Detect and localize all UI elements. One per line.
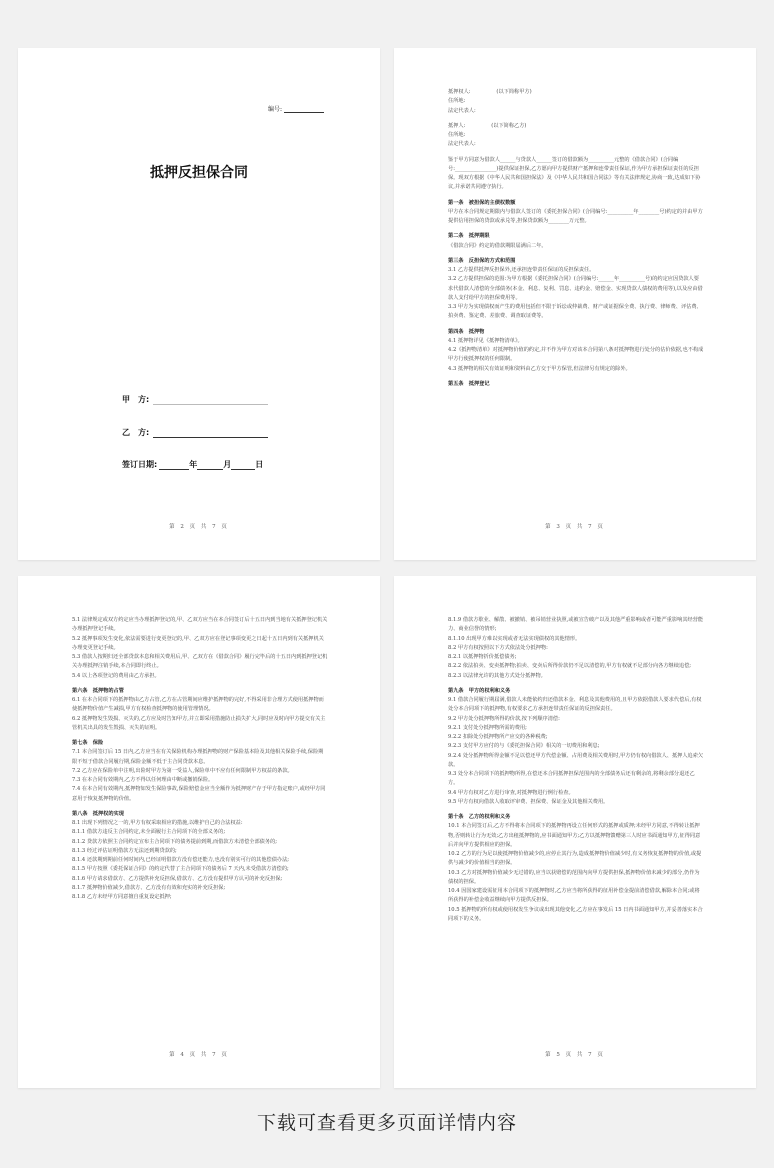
party-b-line	[122, 427, 268, 438]
paragraph: 7.4 在本合同有效期内,抵押物如发生保险事故,保险赔偿金应当全额作为抵押财产存于甲方指定账户,或经甲方同意用于恢复抵押物的价值。	[72, 786, 326, 802]
paragraph: 5.4 以上各项登记的费用由乙方承担。	[72, 672, 160, 679]
paragraph: 5.2 抵押事项发生变化,依法需要进行变更登记的,甲、乙双方应在登记事项变更之日起十五日内到有关抵押机关办理变更登记手续。	[72, 635, 324, 651]
paragraph: 住所地:	[448, 132, 466, 138]
sign-date-line	[122, 459, 263, 470]
contract-page-5	[394, 576, 756, 1088]
contract-cover-page	[18, 48, 380, 560]
paragraph: 4.1 抵押物详见《抵押物清单》。	[448, 337, 523, 344]
paragraph: 10.2 乙方的行为足以使抵押物价值减少的,应停止其行为,造成抵押物价值减少时,有义务恢复抵押物的价值,或提供与减少的价值相当的担保。	[448, 851, 702, 867]
paragraph: 9.5 甲方有权向借款人收取评审费、担保费、保证金及其他相关费用。	[448, 798, 609, 805]
paragraph: 抵押人: (以下简称乙方)	[448, 122, 527, 129]
page-text	[448, 616, 704, 924]
paragraph: 3.3 甲方为实现债权而产生的费用包括但不限于诉讼或仲裁费、财产或证据保全费、执行费、律师费、评估费、拍卖费、鉴定费、差旅费、调查取证费等。	[448, 304, 702, 320]
paragraph: 8.1.2 贷款方依照主合同约定宣布主合同项下的债务提前到期,而借款方未清偿全部债务的;	[72, 838, 277, 845]
paragraph: 9.2.4 处分抵押物所得金额不足以偿还甲方代偿金额、占用费及相关费用时,甲方仍有权向借款人、抵押人追索欠款。	[448, 752, 704, 768]
paragraph: 3.1 乙方提供抵押反担保外,还承担连带责任保证的反担保责任。	[448, 267, 595, 273]
paragraph: 9.2.1 支付处分抵押物所需的费用;	[448, 724, 527, 731]
paragraph: 10.4 因国家建设需征用本合同项下的抵押物时,乙方应当将所获得的征用补偿金提前清偿借款,解除本合同;或将所获得的补偿金收益继续向甲方提供反担保。	[448, 888, 700, 904]
paragraph: 10.1 本合同签订后,乙方不得将本合同项下的抵押物再设立任何形式的抵押或质押;未经甲方同意,不得转让抵押物,否则转让行为无效;乙方出租抵押物的,应书面通知甲方;乙方以抵押物馈赠第三人时应书面通知甲方,征得同意后并向甲方提供相应的担保。	[448, 823, 701, 848]
paragraph: 6.1 在本合同项下的抵押物由乙方占管,乙方在占管期间应维护抵押物的完好,不得采用非合理方式使用抵押物而使抵押物价值产生减损,甲方有权检查抵押物的使用管理情况。	[72, 697, 324, 713]
paragraph: 9.2 甲方处分抵押物所得的价款,按下列顺序清偿:	[448, 715, 560, 722]
paragraph: 8.1.5 甲方按照《委托保证合同》的约定代替了主合同项下的债务后 7 天内,未受借款方清偿的;	[72, 866, 289, 873]
article-heading: 第十条 乙方的权利和义务	[448, 814, 511, 820]
month-label: 月	[223, 460, 232, 469]
paragraph: 9.4 甲方有权对乙方进行审查,对抵押物进行例行检查。	[448, 789, 574, 796]
paragraph: 5.3 借款人按期归还全部贷款本息和相关费用后,甲、乙双方在《借款合同》履行完毕后的十五日内到抵押登记机关办理抵押注销手续,本合同即行终止。	[72, 654, 328, 670]
contract-number-blank	[284, 112, 324, 113]
article-heading: 第二条 抵押期限	[448, 233, 490, 240]
article-heading: 第八条 抵押权的实现	[72, 810, 124, 817]
paragraph: 住所地:	[448, 98, 466, 105]
paragraph: 9.1 借款合同履行期届满,借款人未能依约归还借款本金、利息及其他费用的,且甲方依据借款人要求代偿后,有权处分本合同项下的抵押物,有权要求乙方承担连带责任保证的反担保责任。	[448, 697, 702, 713]
page-footer: 第 2 页 共 7 页	[169, 524, 229, 530]
article-heading: 第四条 抵押物	[448, 328, 485, 335]
party-a-label: 甲 方:	[122, 395, 150, 404]
contract-number	[268, 104, 324, 113]
sign-date-label: 签订日期:	[122, 460, 158, 469]
paragraph: 8.1.10 出现甲方难以实现或者无法实现债权的其他情形。	[448, 635, 581, 642]
paragraph: 7.1 本合同签订后 15 日内,乙方应当在有关保险机构办理抵押物的财产保险基本险及其他相关保险手续,保险期限不短于借款合同履行期,保险金额不低于主合同贷款本息。	[72, 749, 324, 765]
article-heading: 第六条 抵押物的占管	[72, 687, 124, 694]
paragraph: 7.2 乙方应在保险单中注明,出险时甲方为第一受益人,保险单中不应有任何限制甲方权益的条款。	[72, 767, 293, 774]
paragraph: 《借款合同》约定的借款期限届满后二年。	[448, 242, 547, 249]
article-heading: 第三条 反担保的方式和范围	[448, 257, 516, 264]
paragraph: 法定代表人:	[448, 141, 476, 148]
paragraph: 8.1.6 甲方请求借款方、乙方提供补充反担保,借款方、乙方没有提供甲方认可的补充反担保;	[72, 875, 283, 882]
contract-number-label: 编号:	[267, 106, 282, 113]
paragraph: 10.3 乙方对抵押物价值减少无过错的,应当以获赔偿的范围内向甲方提供担保,抵押物价值未减少的部分,仍作为债权的担保。	[448, 869, 700, 885]
paragraph: 10.5 抵押物的所有权或使用权发生争议或出现其他变化,乙方应在事发后 15 日内书面通知甲方,并妥善落实本合同项下的义务。	[448, 906, 703, 922]
paragraph: 8.1.3 经过评估证明借款方无法还到期贷款的;	[72, 847, 177, 854]
paragraph: 8.1.4 还款期到期前任何时间内,已经证明借款方没有偿还能力,也没有别实可行的其他偿债办法;	[72, 857, 290, 863]
paragraph: 4.2《抵押物清单》对抵押物价值的约定,并不作为甲方对该本合同第八条对抵押物进行处分的估价依据,也不构成甲方行使抵押权的任何限制。	[448, 347, 704, 363]
year-blank	[159, 469, 189, 470]
page-text	[448, 88, 704, 389]
paragraph: 8.1 出现下列情况之一的,甲方有权采取相应的措施,以维护自己的合法权益:	[72, 820, 243, 826]
paragraph: 9.2.3 支付甲方应付的与《委托担保合同》相关的一切费用和利息;	[448, 743, 600, 750]
paragraph: 5.1 法律规定或双方约定应当办理抵押登记的,甲、乙双方应当在本合同签订后十五日内到当地有关抵押登记机关办理抵押登记手续。	[72, 617, 328, 633]
paragraph: 8.2.1 以抵押物折价抵偿债务;	[448, 654, 517, 660]
contract-title: 抵押反担保合同	[150, 165, 248, 181]
paragraph: 8.2.3 以法律允许的其他方式处分抵押物。	[448, 672, 546, 679]
paragraph: 8.2.2 依法拍卖、变卖抵押物;拍卖、变卖后所得价款仍不足以清偿的,甲方有权就不足部分向各方继续追偿;	[448, 663, 692, 670]
article-heading: 第九条 甲方的权利和义务	[448, 687, 511, 694]
page-footer: 第 4 页 共 7 页	[169, 1052, 229, 1058]
paragraph: 6.2 抵押物发生毁损、灭失的,乙方应及时告知甲方,并立即采用措施防止损失扩大,同时应及时向甲方提交有关主管机关出具的发生毁损、灭失的证明。	[72, 715, 326, 731]
paragraph: 7.3 在本合同有效期内,乙方不得以任何理由中断或撤销保险。	[72, 777, 214, 783]
month-blank	[197, 469, 223, 470]
paragraph: 9.3 处分本合同项下的抵押物所得,在偿还本合同抵押担保范围内的全部债务后还有剩余的,将剩余部分退还乙方。	[448, 771, 695, 787]
party-a-line	[122, 394, 268, 405]
paragraph: 9.2.2 扣除处分抵押物所产应交的各种税费;	[448, 734, 548, 740]
party-b-blank	[153, 437, 268, 438]
paragraph: 抵押权人: (以下简称甲方)	[448, 89, 532, 95]
party-b-label: 乙 方:	[122, 428, 150, 437]
day-label: 日	[255, 460, 264, 469]
download-more-caption: 下载可查看更多页面详情内容	[256, 1112, 517, 1134]
contract-page-4	[18, 576, 380, 1088]
paragraph: 8.1.7 抵押物价值减少,借款方、乙方没有有效和充实的补充反担保;	[72, 884, 226, 891]
paragraph: 3.2 乙方提供担保的范围:为甲方根据《委托担保合同》(合同编号:______年__________号)的约定应因贷款人要求代借款人清偿的全部债务(本金、利息、复利、罚息、违约金、赔偿金、实现贷款人债权的费用等),以及应由借款人支付给甲方的担保费用等。	[448, 276, 703, 301]
page-text	[72, 616, 328, 902]
paragraph: 8.1.9 借款方歇业、解散、被撤销、被吊销营业执照,或被宣告破产以及其他严重影响或者可能严重影响其经营能力、商业信誉的情形;	[448, 617, 704, 633]
page-footer: 第 3 页 共 7 页	[545, 524, 605, 530]
paragraph: 8.1.8 乙方未经甲方同意擅自重复设定抵押;	[72, 894, 172, 900]
paragraph: 4.3 抵押物的相关有效证明和资料由乙方交于甲方保管,但法律另有规定的除外。	[448, 365, 631, 372]
day-blank	[231, 469, 255, 470]
contract-page-3	[394, 48, 756, 560]
paragraph: 鉴于甲方同意为借款人______与贷款人______签订的借款额为__________元整的《借款合同》(合同编号:________________)提供保证担保,乙方愿向甲方提供财产抵押和连带责任保证,作为甲方承担保证责任的反担保。现双方根据《中华人民共和国担保法》及《中华人民共和国合同法》等有关法律规定,协商一致,达成如下协议,并承诺共同遵守执行。	[448, 156, 701, 191]
article-heading: 第一条 被担保的主债权数额	[448, 199, 516, 206]
paragraph: 法定代表人:	[448, 107, 476, 114]
paragraph: 8.2 甲方有权按照以下方式依法处分抵押物:	[448, 644, 548, 651]
party-a-blank	[153, 404, 268, 405]
article-heading: 第五条 抵押登记	[448, 380, 490, 387]
article-heading: 第七条 保险	[72, 740, 104, 746]
paragraph: 8.1.1 借款方违反主合同约定,未全面履行主合同项下的全部义务的;	[72, 829, 226, 836]
year-label: 年	[189, 460, 198, 469]
page-footer: 第 5 页 共 7 页	[545, 1052, 605, 1058]
paragraph: 甲方在本合同规定期限内与借款人签订的《委托担保合同》(合同编号:__________年________号)约定的并由甲方提供信用担保的贷款或承兑等,担保贷款额为________万元整。	[448, 208, 703, 224]
